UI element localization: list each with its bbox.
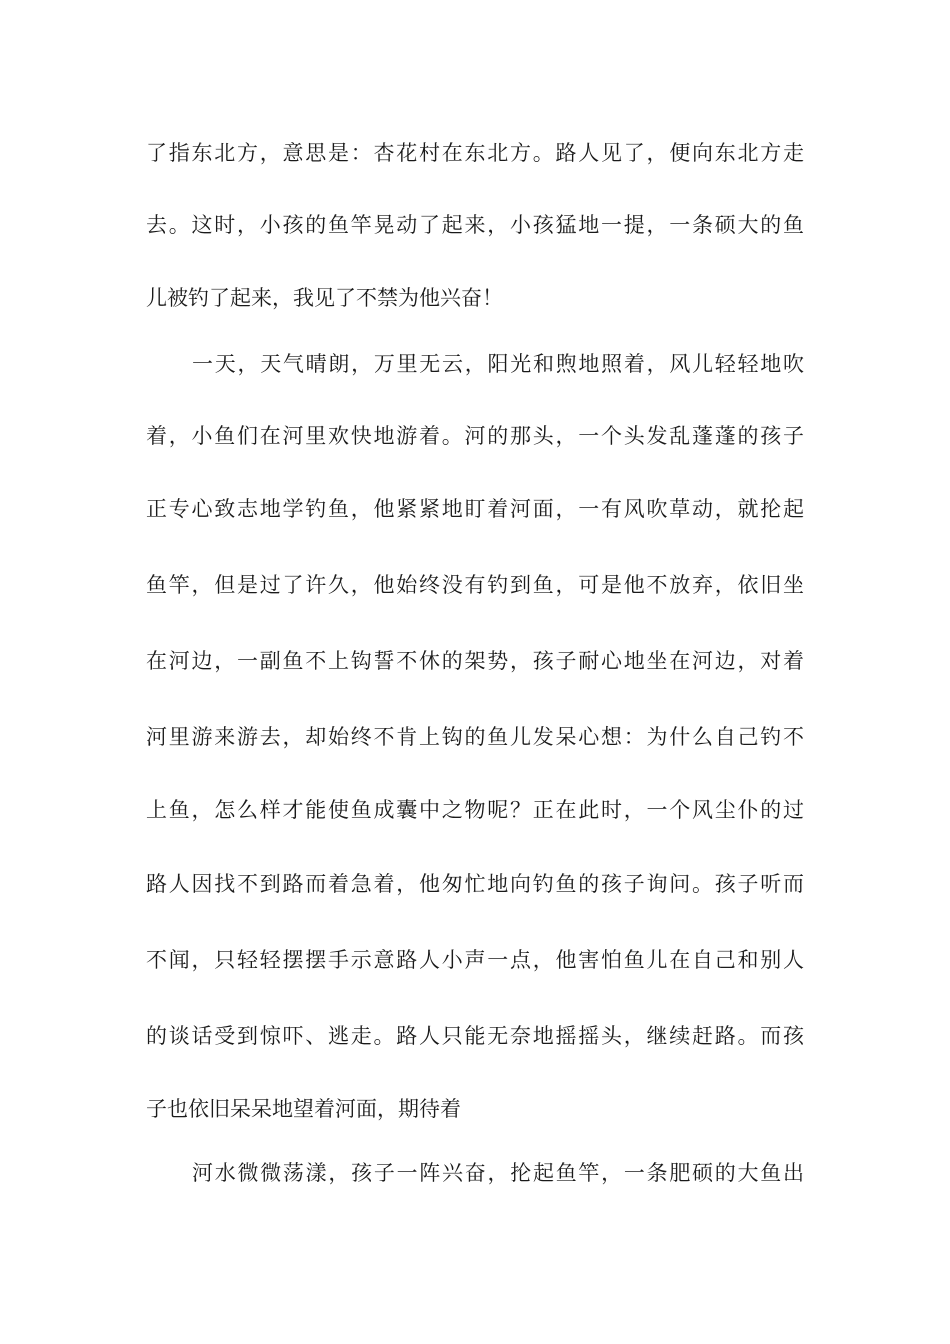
paragraph-first-line: 河水微微荡漾，孩子一阵兴奋，抡起鱼竿，一条肥硕的大鱼出 (192, 1161, 804, 1185)
text-line: 不闻，只轻轻摆摆手示意路人小声一点，他害怕鱼儿在自己和别人 (146, 948, 804, 972)
text-line: 河里游来游去，却始终不肯上钩的鱼儿发呆心想：为什么自己钓不 (146, 725, 804, 749)
text-line: 着，小鱼们在河里欢快地游着。河的那头，一个头发乱蓬蓬的孩子 (146, 424, 804, 448)
text-line: 鱼竿，但是过了许久，他始终没有钓到鱼，可是他不放弃，依旧坐 (146, 573, 804, 597)
text-line: 子也依旧呆呆地望着河面，期待着 (146, 1097, 461, 1121)
text-line: 的谈话受到惊吓、逃走。路人只能无奈地摇摇头，继续赶路。而孩 (146, 1024, 804, 1048)
text-line: 了指东北方，意思是：杏花村在东北方。路人见了，便向东北方走 (146, 141, 804, 165)
text-line: 儿被钓了起来，我见了不禁为他兴奋！ (146, 286, 503, 310)
text-line: 正专心致志地学钓鱼，他紧紧地盯着河面，一有风吹草动，就抡起 (146, 497, 804, 521)
text-line: 路人因找不到路而着急着，他匆忙地向钓鱼的孩子询问。孩子听而 (146, 872, 804, 896)
text-line: 上鱼，怎么样才能使鱼成囊中之物呢？正在此时，一个风尘仆的过 (146, 798, 804, 822)
text-line: 去。这时，小孩的鱼竿晃动了起来，小孩猛地一提，一条硕大的鱼 (146, 213, 804, 237)
text-line: 在河边，一副鱼不上钩誓不休的架势，孩子耐心地坐在河边，对着 (146, 649, 804, 673)
paragraph-first-line: 一天，天气晴朗，万里无云，阳光和煦地照着，风儿轻轻地吹 (192, 352, 804, 376)
